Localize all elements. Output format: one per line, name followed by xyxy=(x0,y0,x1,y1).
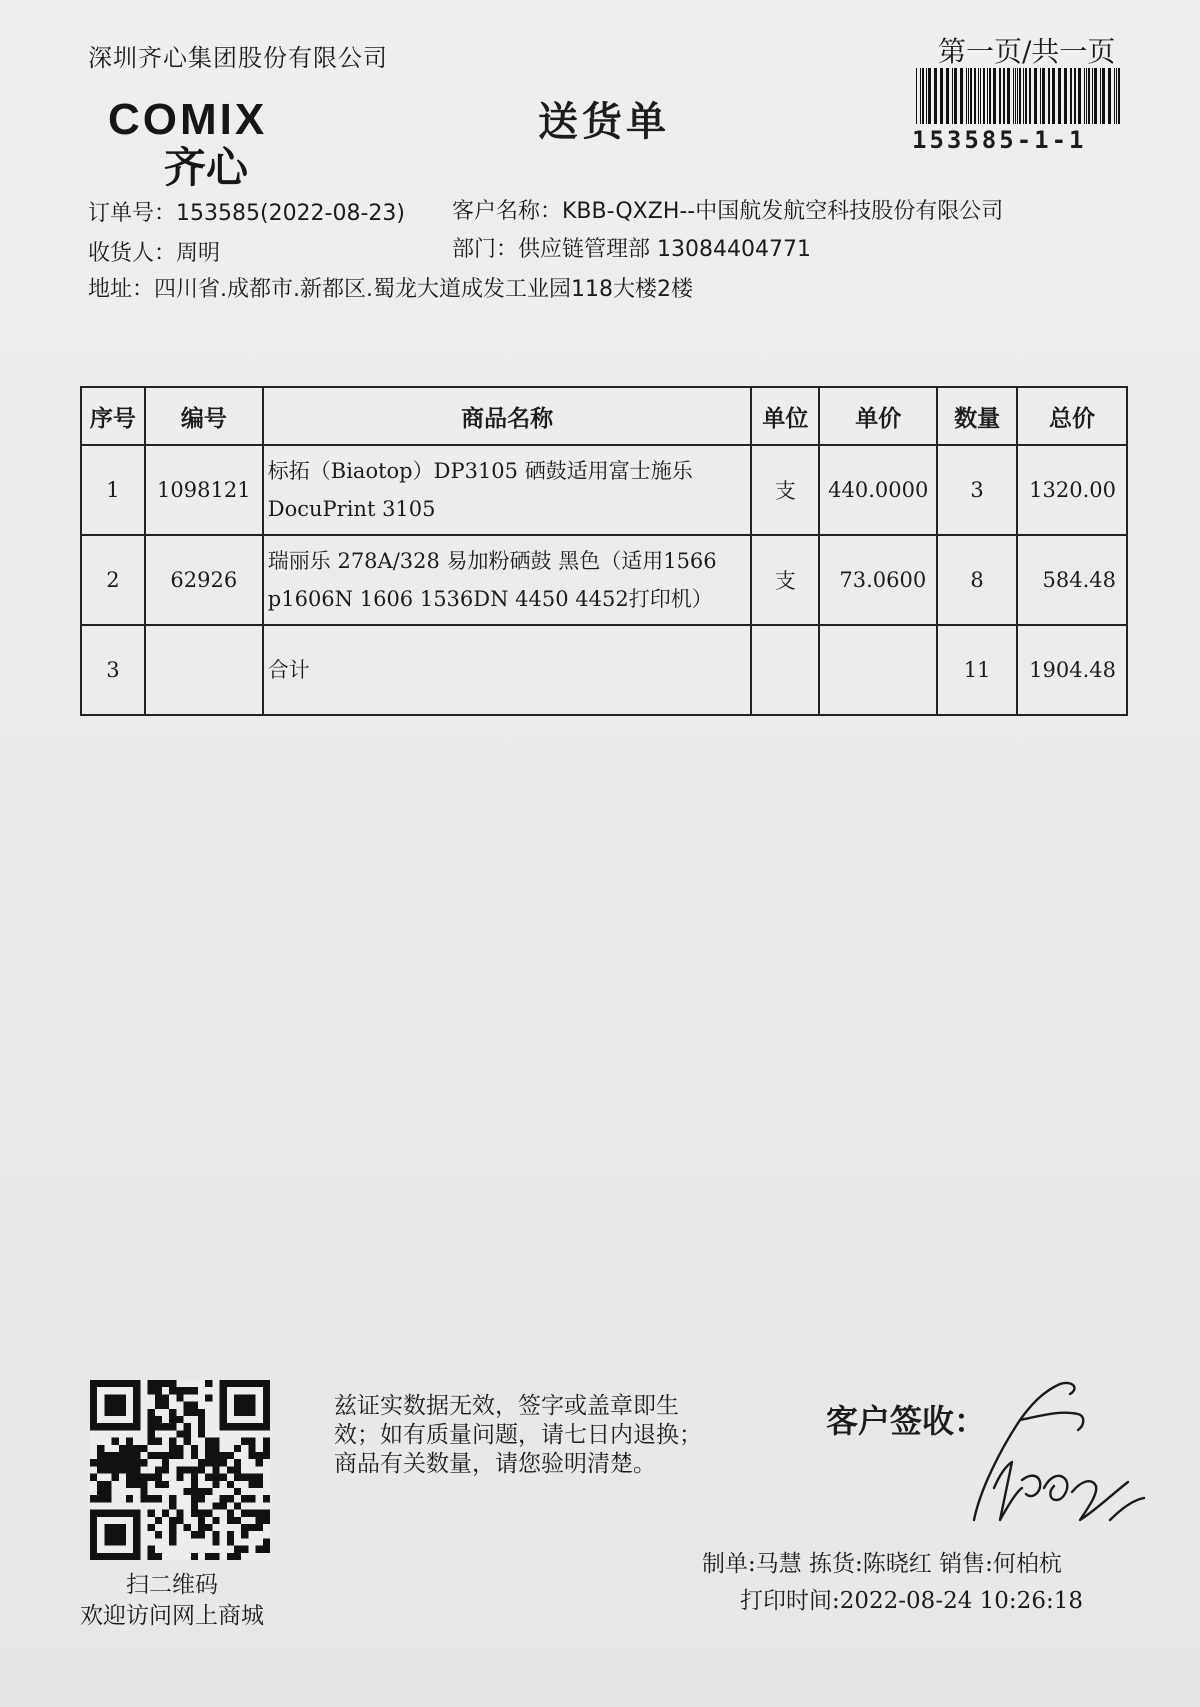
qr-caption-visit: 欢迎访问网上商城 xyxy=(80,1603,264,1629)
department: 部门：供应链管理部 13084404771 xyxy=(452,237,811,262)
col-header-unit: 单位 xyxy=(751,387,819,445)
col-header-qty: 数量 xyxy=(937,387,1017,445)
cell-name xyxy=(263,625,752,715)
cell-name-line2: DocuPrint 3105 xyxy=(267,497,436,521)
cell-total: 1904.48 xyxy=(1017,625,1127,715)
cell-seq: 1 xyxy=(81,445,145,535)
customer-sign-label: 客户签收： xyxy=(826,1402,987,1440)
cell-qty: 3 xyxy=(937,445,1017,535)
qr-code-icon xyxy=(90,1380,270,1560)
cell-code: 62926 xyxy=(145,535,263,625)
cell-name-line1: 合计 xyxy=(267,658,310,682)
logo-text-cn: 齐心 xyxy=(164,143,249,188)
col-header-name: 商品名称 xyxy=(263,387,752,445)
col-header-total: 总价 xyxy=(1017,387,1127,445)
notice-line-1: 兹证实数据无效，签字或盖章即生 xyxy=(334,1393,679,1419)
notice-line-2: 效；如有质量问题，请七日内退换； xyxy=(334,1422,702,1448)
company-name: 深圳齐心集团股份有限公司 xyxy=(88,44,388,72)
print-time: 打印时间:2022-08-24 10:26:18 xyxy=(740,1588,1083,1614)
notice-line-3: 商品有关数量，请您验明清楚。 xyxy=(334,1451,656,1477)
document-title: 送货单 xyxy=(538,99,670,145)
col-header-seq: 序号 xyxy=(81,387,145,445)
cell-code: 1098121 xyxy=(145,445,263,535)
cell-qty: 8 xyxy=(937,535,1017,625)
table-row xyxy=(81,535,1127,625)
cell-seq: 2 xyxy=(81,535,145,625)
col-header-code: 编号 xyxy=(145,387,263,445)
table-header-row xyxy=(81,387,1127,445)
cell-unit xyxy=(751,625,819,715)
cell-name-line2: p1606N 1606 1536DN 4450 4452打印机） xyxy=(267,587,713,611)
address: 地址：四川省.成都市.新都区.蜀龙大道成发工业园118大楼2楼 xyxy=(88,277,693,302)
table-row-total xyxy=(81,625,1127,715)
cell-name xyxy=(263,445,752,535)
cell-total: 1320.00 xyxy=(1017,445,1127,535)
logo-text-en: COMIX xyxy=(108,96,268,144)
cell-price: 440.0000 xyxy=(819,445,937,535)
table-row xyxy=(81,445,1127,535)
comix-logo xyxy=(108,96,338,188)
col-header-price: 单价 xyxy=(819,387,937,445)
cell-name-line1: 瑞丽乐 278A/328 易加粉硒鼓 黑色（适用1566 xyxy=(267,549,717,573)
cell-price: 73.0600 xyxy=(819,535,937,625)
cell-qty: 11 xyxy=(937,625,1017,715)
cell-unit: 支 xyxy=(751,535,819,625)
cell-name-line1: 标拓（Biaotop）DP3105 硒鼓适用富士施乐 xyxy=(267,459,693,483)
cell-code xyxy=(145,625,263,715)
page-indicator: 第一页/共一页 xyxy=(938,35,1116,68)
qr-caption-scan: 扫二维码 xyxy=(126,1572,218,1598)
barcode-number: 153585-1-1 xyxy=(912,126,1087,154)
cell-seq: 3 xyxy=(81,625,145,715)
notice-text xyxy=(334,1392,744,1479)
cell-unit: 支 xyxy=(751,445,819,535)
handwritten-signature xyxy=(960,1370,1180,1570)
order-number: 订单号：153585(2022-08-23) xyxy=(88,201,406,226)
customer-name: 客户名称：KBB-QXZH--中国航发航空科技股份有限公司 xyxy=(452,199,1004,224)
barcode xyxy=(914,68,1124,124)
makers-line: 制单:马慧 拣货:陈晓红 销售:何柏杭 xyxy=(702,1551,1062,1577)
cell-name xyxy=(263,535,752,625)
receiver: 收货人：周明 xyxy=(88,241,221,266)
cell-total: 584.48 xyxy=(1017,535,1127,625)
cell-price xyxy=(819,625,937,715)
items-table xyxy=(80,386,1128,716)
